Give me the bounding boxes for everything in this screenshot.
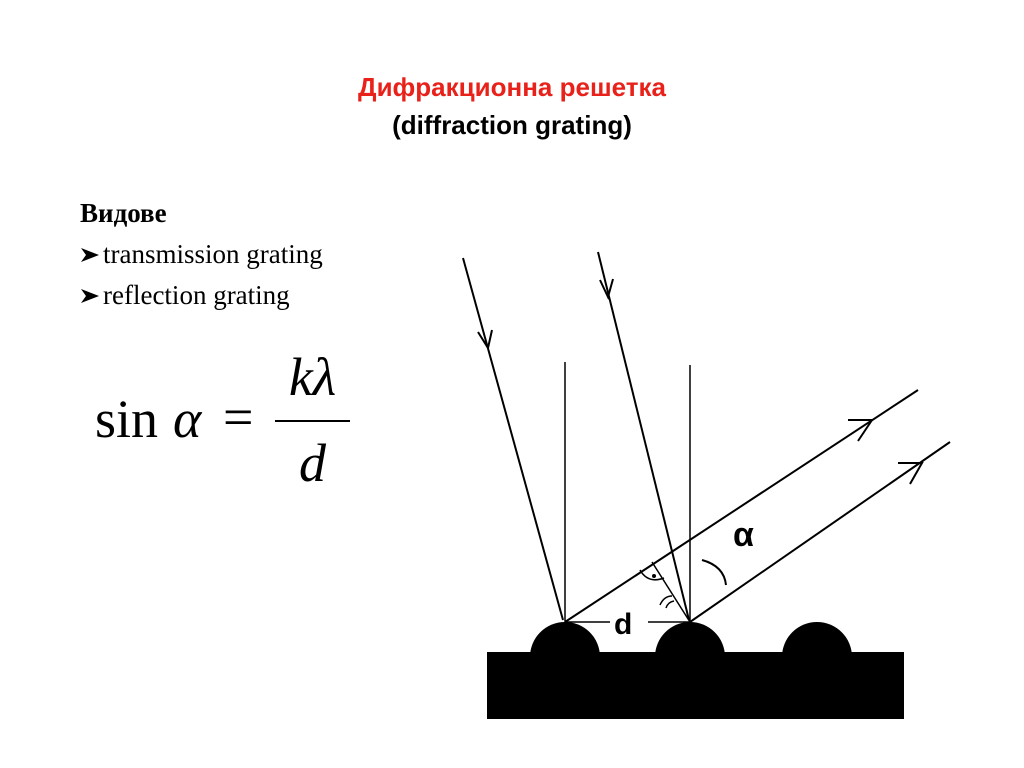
- formula-numerator: kλ: [288, 347, 337, 407]
- formula-sin: sin: [95, 389, 159, 449]
- spacing-label: d: [614, 608, 633, 641]
- angle-arc: [702, 560, 726, 585]
- diffracted-ray: [690, 442, 950, 622]
- grating-formula: [95, 347, 385, 500]
- list-heading: Видове: [80, 198, 167, 228]
- arrow-bullet-icon: [80, 246, 100, 264]
- arrow-bullet-icon: [80, 287, 100, 305]
- path-difference-line: [652, 562, 690, 622]
- list-item-label: transmission grating: [103, 239, 323, 269]
- grating-bump: [530, 622, 600, 692]
- angle-arc: [660, 596, 672, 605]
- angle-arc: [666, 601, 674, 608]
- reflection-grating-diagram: [440, 240, 960, 730]
- list-item-label: reflection grating: [103, 280, 290, 310]
- formula-equals: =: [223, 387, 254, 447]
- right-angle-dot: [652, 574, 656, 578]
- fraction-bar: [275, 420, 350, 422]
- grating-types-list: [80, 193, 323, 316]
- formula-alpha: α: [173, 389, 202, 449]
- grating-bump: [655, 622, 725, 692]
- incident-ray: [598, 252, 689, 620]
- alpha-label: α: [733, 516, 754, 554]
- ray-arrowhead: [898, 463, 922, 484]
- formula-denominator: d: [299, 433, 326, 493]
- title-block: [0, 68, 1024, 144]
- slide-subtitle: (diffraction grating): [392, 110, 632, 140]
- incident-ray: [463, 258, 563, 620]
- list-item-transmission: [80, 234, 323, 275]
- list-item-reflection: [80, 275, 323, 316]
- slide-title: Дифракционна решетка: [358, 72, 666, 102]
- grating-bump: [782, 622, 852, 692]
